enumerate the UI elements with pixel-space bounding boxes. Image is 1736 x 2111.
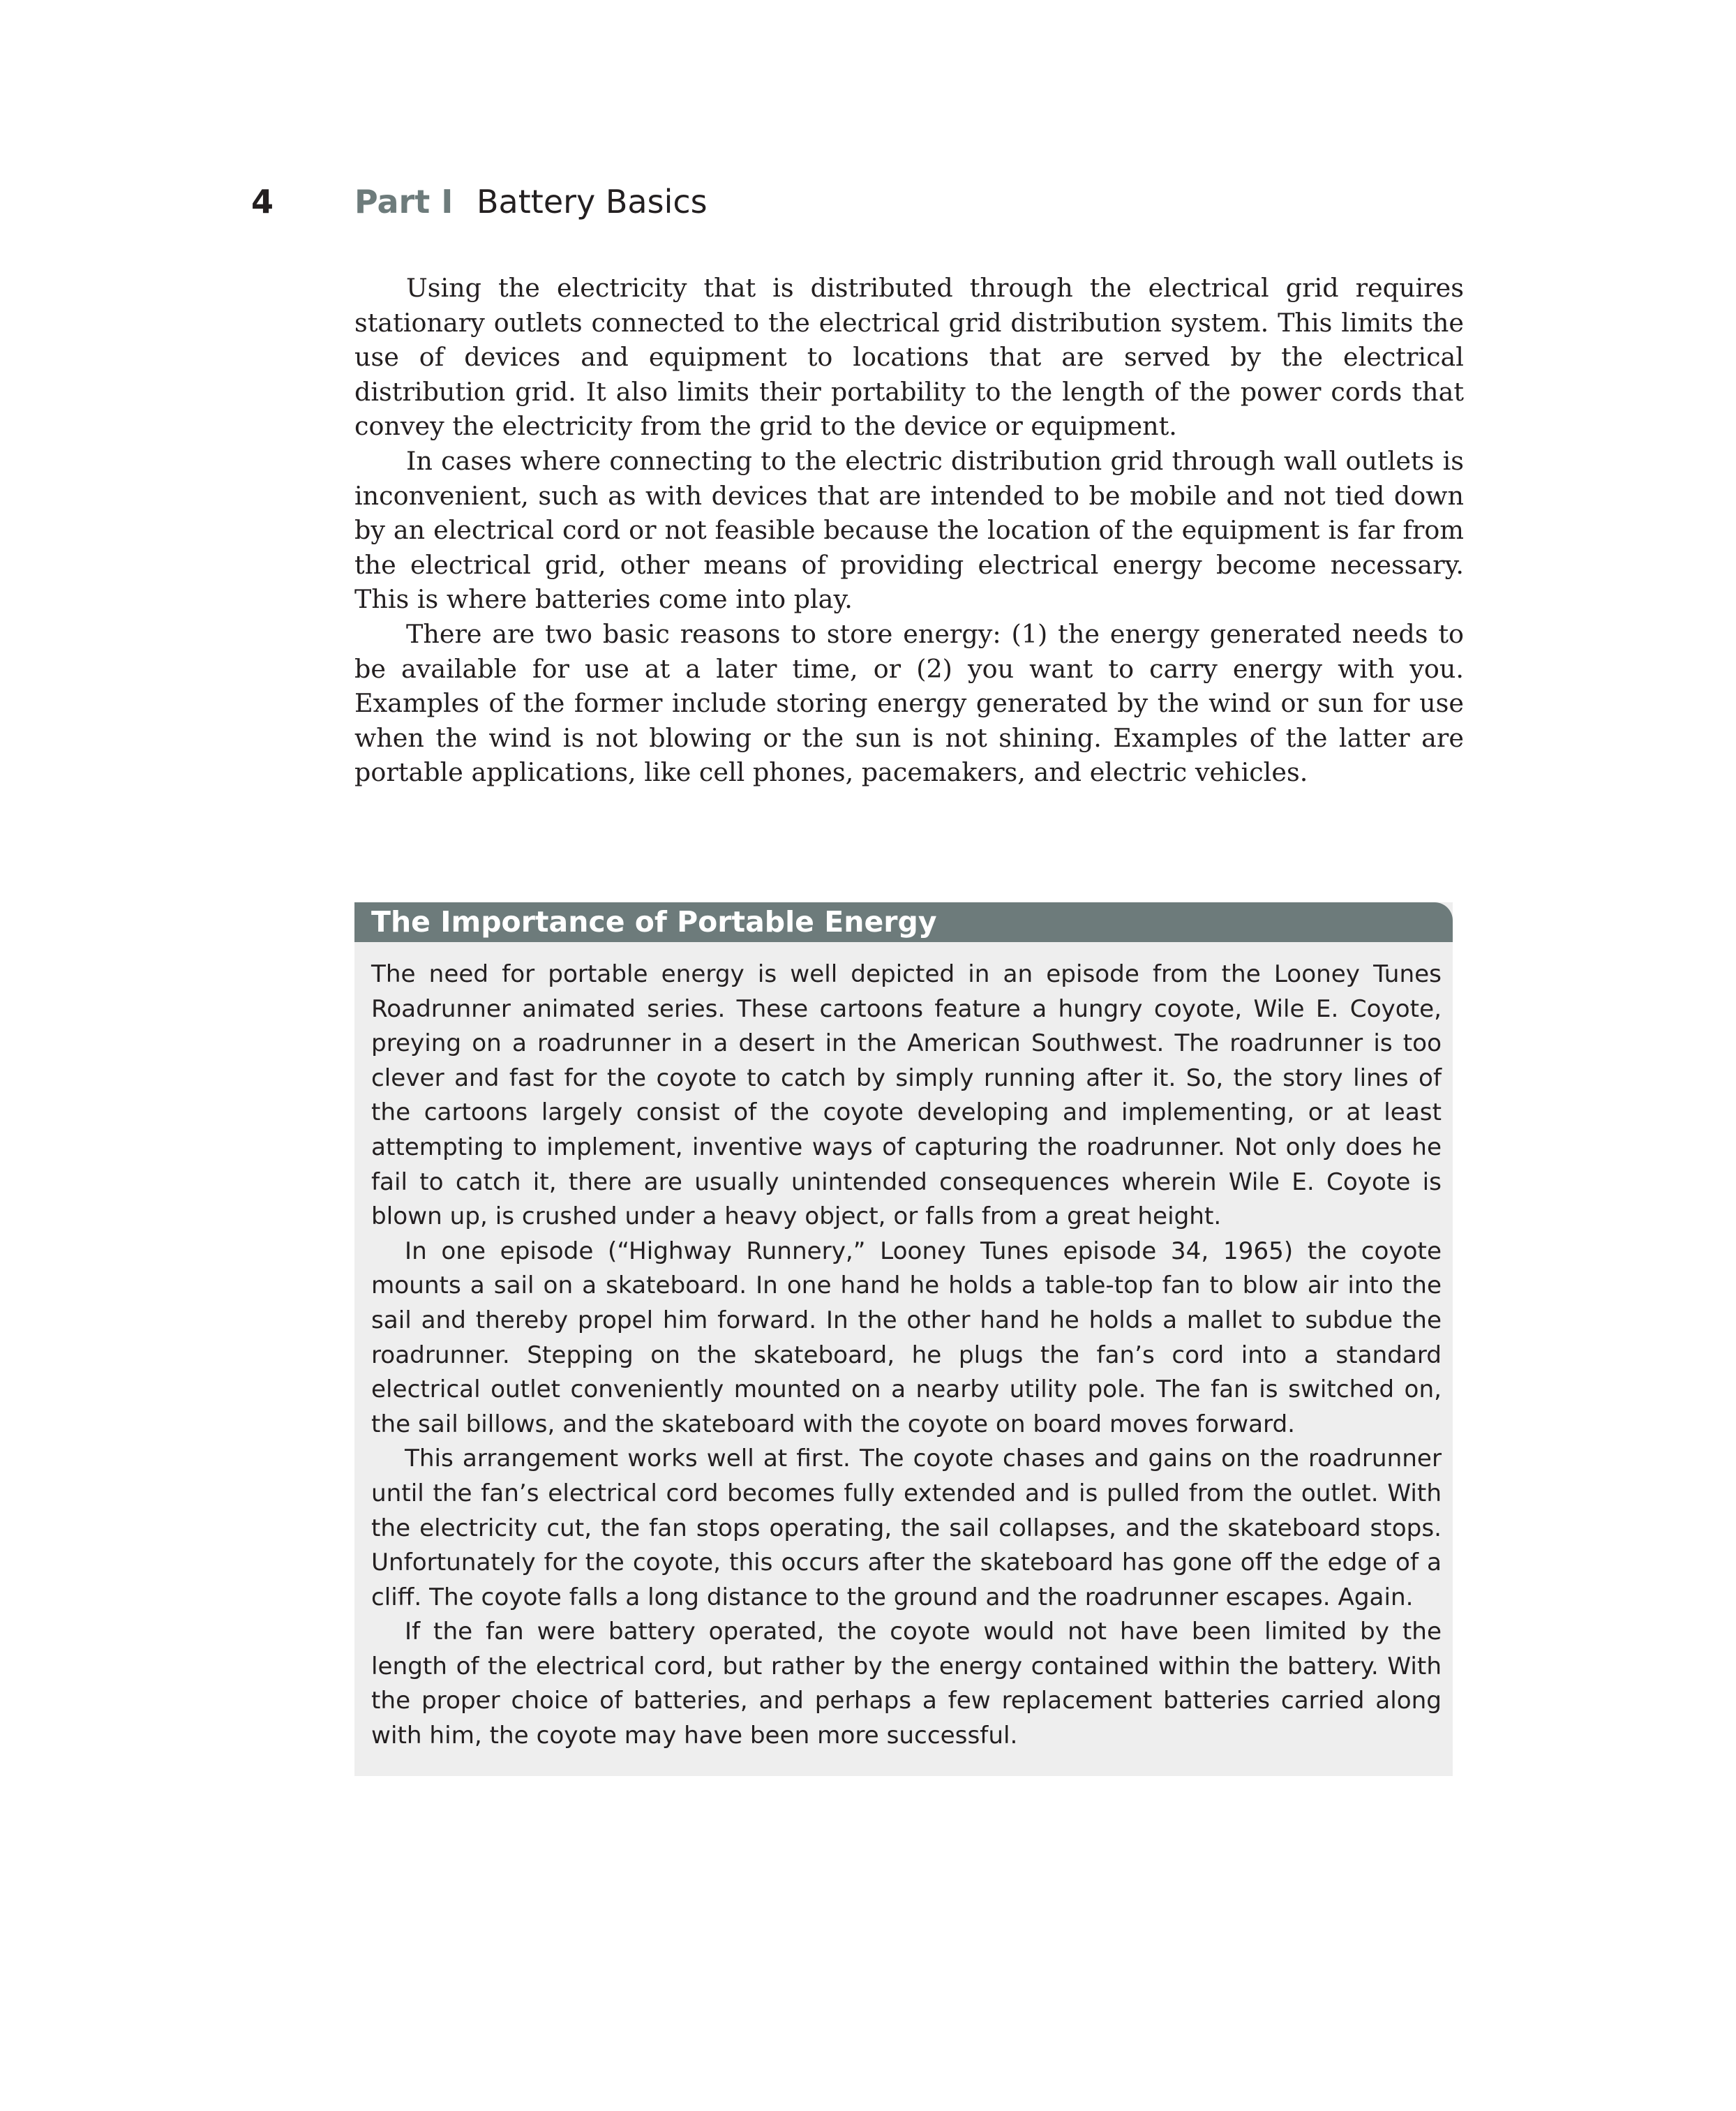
- body-paragraph: There are two basic reasons to store energy: (1) the energy generated needs to be available for use at a later time, or (2) you want to carry energy with you. Examples of the former include storing energy generated by the wind or sun for use when the wind is not blowing or the sun is not shining. Examples of the latter are portable applications, like cell phones, pacemakers, and electric vehicles.: [354, 618, 1464, 788]
- sidebar-paragraph: This arrangement works well at first. The coyote chases and gains on the roadrunner until the fan’s electrical cord becomes fully extended and is pulled from the outlet. With the electricity cut, the fan stops operating, the sail collapses, and the skateboard stops. Unfortunately for the coyote, this occurs after the skateboard has gone off the edge of a cliff. The coyote falls a long distance to the ground and the roadrunner escapes. Again.: [371, 1445, 1442, 1611]
- page-number: 4: [251, 183, 274, 221]
- body-text: [354, 271, 1464, 790]
- part-title: Battery Basics: [477, 183, 708, 221]
- sidebar-paragraph: In one episode (“Highway Runnery,” Looney Tunes episode 34, 1965) the coyote mounts a sail on a skateboard. In one hand he holds a table-top fan to blow air into the sail and thereby propel him forward. In the other hand he holds a mallet to subdue the roadrunner. Stepping on the skateboard, he plugs the fan’s cord into a standard electrical outlet conveniently mounted on a nearby utility pole. The fan is switched on, the sail billows, and the skateboard with the coyote on board moves forward.: [371, 1237, 1442, 1438]
- part-label: Part I: [354, 183, 454, 221]
- sidebar-paragraph: The need for portable energy is well depicted in an episode from the Looney Tunes Roadrunner animated series. These cartoons feature a hungry coyote, Wile E. Coyote, preying on a roadrunner in a desert in the American Southwest. The roadrunner is too clever and fast for the coyote to catch by simply running after it. So, the story lines of the cartoons largely consist of the coyote developing and implementing, or at least attempting to implement, inventive ways of capturing the roadrunner. Not only does he fail to catch it, there are usually unintended consequences wherein Wile E. Coyote is blown up, is crushed under a heavy object, or falls from a great height.: [371, 960, 1442, 1231]
- body-paragraph: In cases where connecting to the electric distribution grid through wall outlets is inconvenient, such as with devices that are intended to be mobile and not tied down by an electrical cord or not feasible because the location of the equipment is far from the electrical grid, other means of providing electrical energy become necessary. This is where batteries come into play.: [354, 445, 1464, 615]
- body-paragraph: Using the electricity that is distributed through the electrical grid requires stationary outlets connected to the electrical grid distribution system. This limits the use of devices and equipment to locations that are served by the electrical distribution grid. It also limits their portability to the length of the power cords that convey the electricity from the grid to the device or equipment.: [354, 273, 1464, 442]
- sidebar-header: [354, 902, 1453, 942]
- sidebar-box: [354, 902, 1453, 1776]
- sidebar-paragraph: If the fan were battery operated, the coyote would not have been limited by the length of the electrical cord, but rather by the energy contained within the battery. With the proper choice of batteries, and perhaps a few replacement batteries carried along with him, the coyote may have been more successful.: [371, 1618, 1442, 1750]
- running-header: [0, 177, 1736, 226]
- sidebar-title: The Importance of Portable Energy: [371, 905, 937, 939]
- sidebar-text: [371, 957, 1442, 1754]
